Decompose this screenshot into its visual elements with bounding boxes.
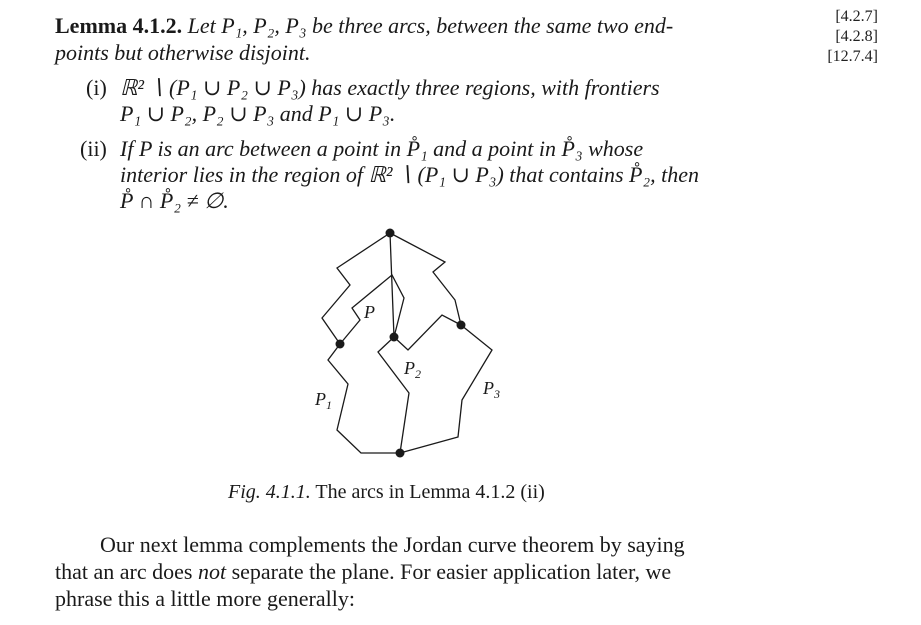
item-ii-line3: P̊ ∩ P̊₂ ≠ ∅. [120, 188, 229, 213]
lemma-statement-line1: Let P₁, P₂, P₃ be three arcs, between the same two end- [187, 13, 674, 38]
figure-caption [228, 481, 545, 504]
margin-ref-12-7-4[interactable]: [12.7.4] [827, 48, 878, 65]
paragraph-line1: Our next lemma complements the Jordan curve theorem by saying [100, 532, 685, 557]
margin-ref-4-2-7[interactable]: [4.2.7] [835, 8, 878, 25]
item-i-line1: ℝ² ∖ (P₁ ∪ P₂ ∪ P₃) has exactly three regions, with frontiers [120, 75, 660, 100]
label-p1: $P_1$ [315, 389, 332, 412]
paragraph-line3: phrase this a little more generally: [55, 586, 355, 611]
item-i-marker: (i) [86, 75, 107, 100]
paragraph-emphasis-not: not [197, 559, 227, 584]
label-p3: $P_3$ [483, 378, 500, 401]
endpoint-bottom [396, 449, 405, 458]
endpoint-top [386, 229, 395, 238]
label-p: P [364, 302, 375, 322]
item-ii-line2: interior lies in the region of ℝ² ∖ (P₁ ∪ P₃) that contains P̊₂, then [120, 162, 700, 187]
point-on-p3 [457, 321, 466, 330]
label-p2: $P_2$ [404, 358, 421, 381]
paragraph-line2-before: that an arc does [55, 559, 198, 584]
paragraph-line2 [55, 558, 775, 585]
figure-caption-text: The arcs in Lemma 4.1.2 (ii) [315, 481, 545, 503]
paragraph-line2-after: separate the plane. For easier application later, we [226, 559, 672, 584]
lemma-label: Lemma 4.1.2. [55, 13, 183, 38]
arc-p2 [378, 233, 409, 453]
item-ii-marker: (ii) [80, 136, 107, 161]
item-i-line2: P₁ ∪ P₂, P₂ ∪ P₃ and P₁ ∪ P₃. [120, 101, 396, 126]
margin-ref-4-2-8[interactable]: [4.2.8] [835, 28, 878, 45]
figure-caption-label: Fig. 4.1.1. [228, 481, 311, 503]
lemma-statement-line2: points but otherwise disjoint. [55, 40, 311, 65]
point-on-p2 [390, 333, 399, 342]
arc-p [340, 275, 461, 350]
point-on-p1 [336, 340, 345, 349]
item-ii-line1: If P is an arc between a point in P̊₁ and a point in P̊₃ whose [120, 136, 644, 161]
